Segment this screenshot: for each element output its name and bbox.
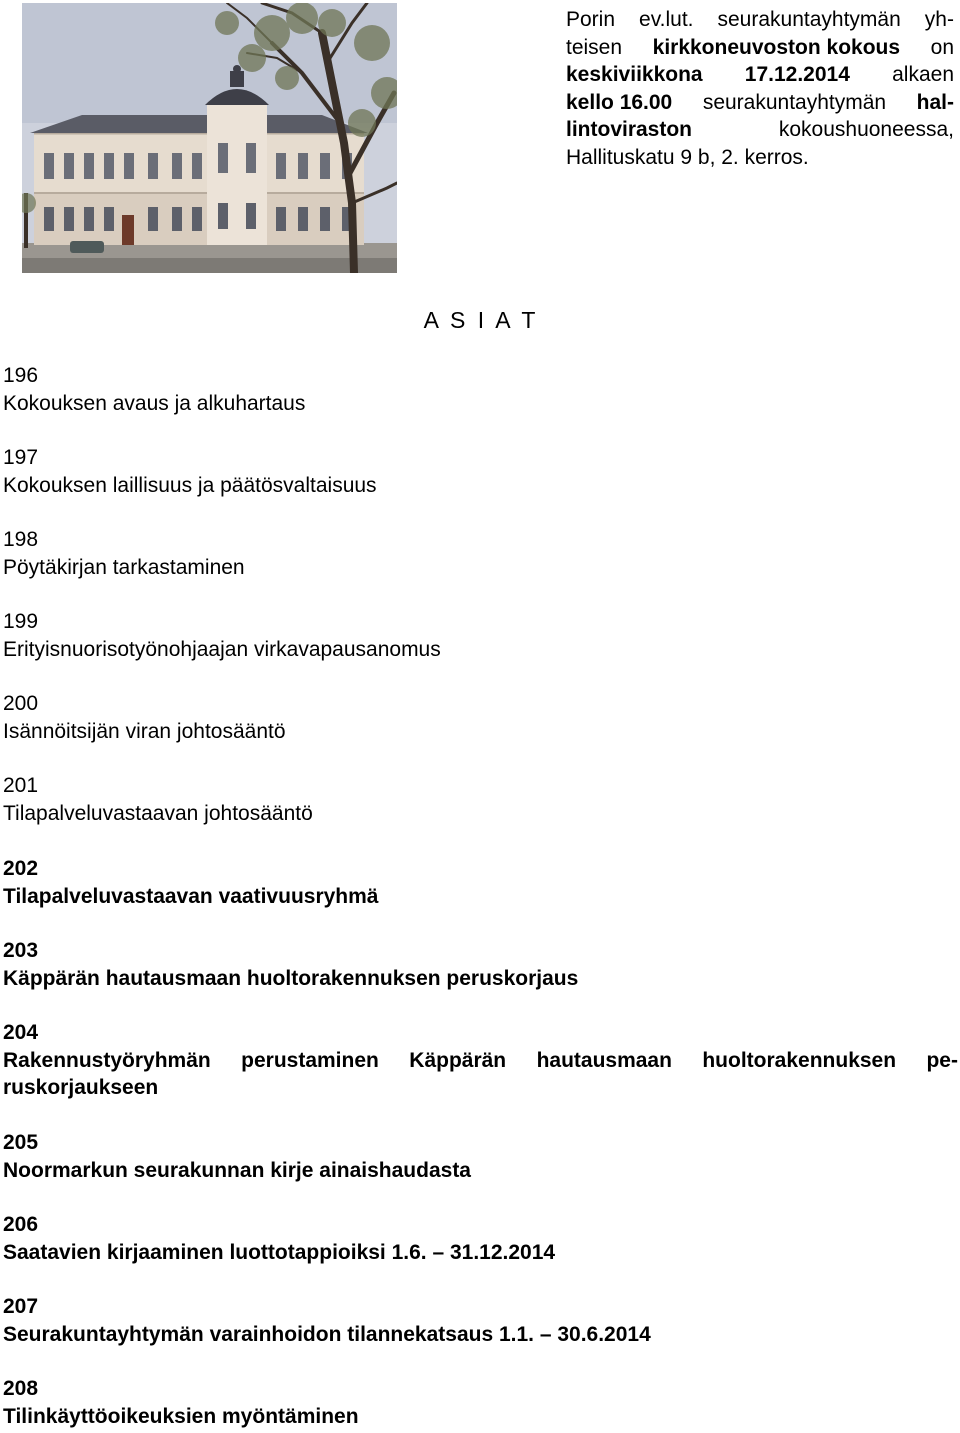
agenda-item: [3, 1375, 958, 1430]
agenda-item-title: Käppärän hautausmaan huoltorakennuksen peruskorjaus: [3, 966, 579, 990]
agenda-item: [3, 772, 958, 827]
agenda-heading: A S I A T: [423, 307, 539, 333]
agenda-item: [3, 1129, 958, 1184]
agenda-item-title: Isännöitsijän viran johtosääntö: [3, 719, 286, 743]
agenda-item-number: 203: [3, 939, 39, 962]
agenda-item-title: Kokouksen avaus ja alkuhartaus: [3, 391, 306, 415]
intro-line: kello 16.00 seurakuntayhtymän hal-: [566, 90, 954, 114]
agenda-item-title: [3, 1047, 958, 1102]
agenda-item-title: Kokouksen laillisuus ja päätösvaltaisuus: [3, 473, 377, 497]
agenda-item-title: Erityisnuorisotyönohjaajan virkavapausanomus: [3, 637, 441, 661]
agenda-item-number: 200: [3, 692, 39, 715]
agenda-item-title: Seurakuntayhtymän varainhoidon tilannekatsaus 1.1. – 30.6.2014: [3, 1322, 651, 1346]
agenda-item-number: 202: [3, 857, 39, 880]
intro-line: keskiviikkona 17.12.2014 alkaen: [566, 63, 954, 86]
agenda-item: [3, 937, 958, 992]
agenda-item: [3, 608, 958, 663]
agenda-item-title: Tilinkäyttöoikeuksien myöntäminen: [3, 1404, 359, 1428]
agenda-item-title: Noormarkun seurakunnan kirje ainaishaudasta: [3, 1158, 471, 1182]
agenda-item: [3, 1019, 958, 1102]
agenda-item-title: Tilapalveluvastaavan vaativuusryhmä: [3, 884, 379, 908]
meeting-intro: [566, 6, 954, 171]
agenda-item-title: Pöytäkirjan tarkastaminen: [3, 555, 245, 579]
building-photo: [22, 3, 397, 273]
agenda-item: [3, 444, 958, 499]
agenda-item-number: 201: [3, 774, 39, 797]
agenda-item: [3, 1211, 958, 1266]
agenda-item-number: 204: [3, 1021, 39, 1044]
agenda-item-number: 206: [3, 1213, 39, 1236]
agenda-item-title: Saatavien kirjaaminen luottotappioiksi 1.6. – 31.12.2014: [3, 1240, 556, 1264]
intro-line: Porin ev.lut. seurakuntayhtymän yh-: [566, 8, 954, 31]
agenda-item-number: 196: [3, 364, 39, 387]
agenda-item: [3, 690, 958, 745]
intro-line: lintoviraston kokoushuoneessa,: [566, 118, 954, 141]
agenda-item-number: 207: [3, 1295, 39, 1318]
agenda-item: [3, 526, 958, 581]
agenda-item-title-line: ruskorjaukseen: [3, 1076, 159, 1099]
agenda-item: [3, 362, 958, 417]
agenda-item-number: 197: [3, 446, 39, 469]
agenda-item: [3, 1293, 958, 1348]
agenda-item-title-line: Rakennustyöryhmän perustaminen Käppärän hautausmaan huoltorakennuksen pe-: [3, 1048, 958, 1072]
agenda-item-number: 208: [3, 1377, 39, 1400]
intro-line: teisen kirkkoneuvoston kokous on: [566, 35, 954, 59]
agenda-item-number: 198: [3, 528, 39, 551]
agenda-item-title: Tilapalveluvastaavan johtosääntö: [3, 801, 313, 825]
agenda-item-number: 205: [3, 1131, 39, 1154]
intro-line: Hallituskatu 9 b, 2. kerros.: [566, 145, 809, 169]
agenda-item-number: 199: [3, 610, 39, 633]
agenda-item: [3, 855, 958, 910]
